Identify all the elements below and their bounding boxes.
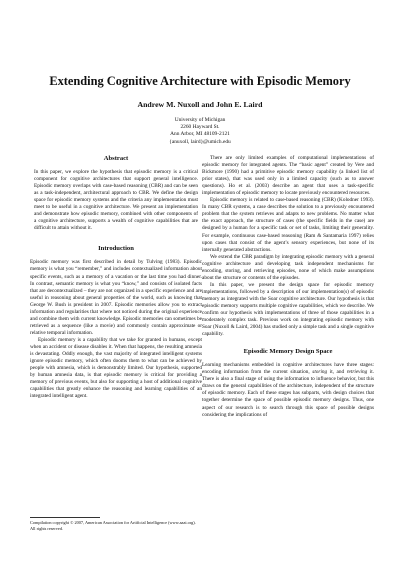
body-paragraph-2: Episodic memory is related to case-based reasoning (CBR) (Kolodner 1993). In many CBR systems, a case describes the solution to a previously encountered problem that the system retrieves and adapts to new problems. No matter what the exact approach, the structure of cases (the specific fields in the case) are designed by a human for a specific task or set of tasks, limiting their generality. For example, continuous case-based reasoning (Ram & Santamaria 1997) relies upon cases that consist of the agent’s sensory experiences, but none of its internally generated abstractions. xyxy=(202,197,374,253)
abstract-text: In this paper, we explore the hypothesis that episodic memory is a critical component for cognitive architectures that support general intelligence. Episodic memory overlaps with case-based reasoning (CBR) and can be seen as a task-independent, architectural approach to CBR. We define the design space for episodic memory systems and the criteria any implementation must meet to be useful in a cognitive architecture. We present an implementation and demonstrate how episodic memory, combined with other components of a cognitive architecture, supports a wealth of cognitive capabilities that are difficult to attain without it. xyxy=(34,169,198,232)
left-column xyxy=(30,155,202,400)
affiliation-block xyxy=(20,117,380,146)
copyright-footnote xyxy=(30,517,200,531)
affiliation-line: Ann Arbor, MI 48109-2121 xyxy=(170,131,230,138)
intro-paragraph-2: Episodic memory is a capability that we take for granted in humans, except when an accident or disease disables it. When that happens, the resulting amnesia is devastating. Oddly enough, the vast majority of integrated intelligent systems ignore episodic memory, which often dooms them to what can be achieved by people with amnesia, which is demonstrably limited. Our hypothesis, supported by human amnesia data, is that episodic memory is critical for providing a memory of previous events, but also for supporting a host of additional cognitive capabilities that greatly enhance the reasoning and learning capabilities of an integrated intelligent agent. xyxy=(30,336,202,400)
body-paragraph-5: Learning mechanisms embedded in cognitive architectures have three stages: encoding information from the current situation, storing it, and retrieving it. There is also a final stage of using the information to influence behavior, but this draws on the general capabilities of the architecture, independent of the structure of episodic memory. Each of these stages has subparts, with design choices that together determine the space of possible episodic memory designs. Thus, one aspect of our research is to search through this space of possible designs considering the implications of xyxy=(202,362,374,418)
body-paragraph-4: In this paper, we present the design space for episodic memory implementations, followed by a description of our implementation(s) of episodic memory as integrated with the Soar cognitive architecture. Our hypothesis is that episodic memory supports multiple cognitive capabilities, which we describe. We confirm our hypothesis with implementations of three of those capabilities in a moderately complex task. Previous work on integrating episodic memory with Soar (Nuxoll & Laird, 2004) has studied only a simple task and a single cognitive capability. xyxy=(202,281,374,338)
affiliation-line: University of Michigan xyxy=(174,117,226,123)
affiliation-email: {anuxoll, laird}@umich.edu xyxy=(169,138,231,145)
paper-title: Extending Cognitive Architecture with Episodic Memory xyxy=(49,74,351,88)
intro-paragraph-1: Episodic memory was first described in detail by Tulving (1983). Episodic memory is what you “remember,” and includes contextualized information about specific events, such as a memory of a vacation or the last time you had dinner. In contrast, semantic memory is what you “know,” and consists of isolated facts that are decontextualized – they are not organized in a specific experience and are useful in reasoning about general properties of the world, such as knowing that George W. Bush is president in 2007. Episodic memories allow you to extract information and regularities that where not noticed during the original experience and combine them with current knowledge. Episodic memories can sometimes be retrieved as a sequence (like a movie) and commonly contain approximate or relative temporal information. xyxy=(30,259,202,336)
copyright-text: Compilation copyright © 2007, American Association for Artificial Intelligence (www.aaai.org). All rights reserved. xyxy=(30,520,196,531)
introduction-heading: Introduction xyxy=(98,245,134,253)
design-space-heading: Episodic Memory Design Space xyxy=(243,348,333,356)
body-paragraph-1: There are only limited examples of computational implementations of episodic memory for integrated agents. The “basic agent” created by Vere and Bickmore (1990) had a primitive episodic memory capability (a linked list of prior states), that was used only in a limited capacity (such as to answer questions). Ho et al. (2003) describe an agent that uses a task-specific implementation of episodic memory to locate previously encountered resources. xyxy=(202,155,374,197)
body-paragraph-3: We extend the CBR paradigm by integrating episodic memory with a general cognitive architecture and developing task independent mechanisms for encoding, storing, and retrieving episodes, none of which make assumptions about the structure or contents of the episodes. xyxy=(202,253,374,281)
footnote-rule xyxy=(30,517,100,518)
right-column xyxy=(202,155,374,419)
paper-authors: Andrew M. Nuxoll and John E. Laird xyxy=(137,100,263,109)
affiliation-line: 2260 Hayward St. xyxy=(180,124,220,131)
abstract-heading: Abstract xyxy=(103,155,129,162)
